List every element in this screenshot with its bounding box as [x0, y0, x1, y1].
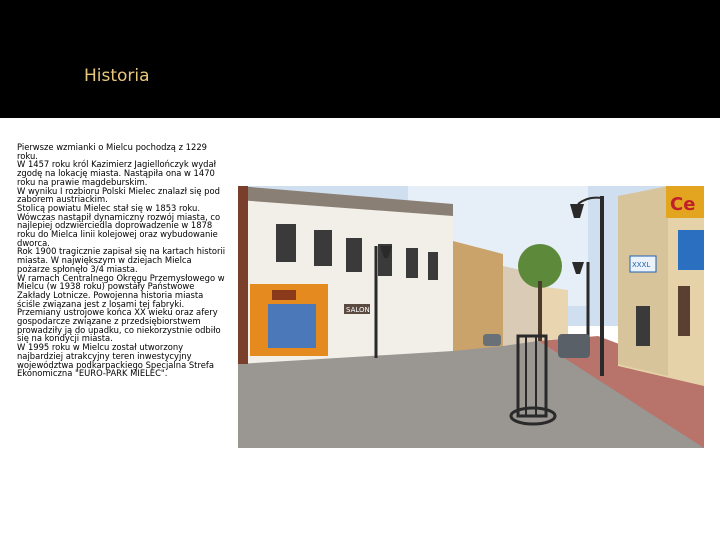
paragraph: Rok 1900 tragicznie zapisał się na kartach historii miasta. W największym w dziejach Mielca pożarze spłonęło 3/4 miasta.	[17, 246, 226, 274]
street-photo	[238, 186, 704, 448]
title-band	[0, 0, 720, 118]
sign-shop-right: XXXL	[632, 261, 651, 269]
shop-sign-mid: SALON	[346, 306, 370, 314]
sign-right-top: Ce	[670, 194, 696, 215]
paragraph: W wyniku I rozbioru Polski Mielec znalazł się pod zaborem austriackim.	[17, 185, 220, 205]
paragraph: Wówczas nastąpił dynamiczny rozwój miasta, co najlepiej odzwierciedla doprowadzenie w 1878 roku do Mielca linii kolejowej oraz wybudowanie dworca.	[17, 211, 221, 248]
slide-title: Historia	[84, 66, 150, 86]
paragraph: Stolicą powiatu Mielec stał się w 1853 roku.	[17, 202, 200, 213]
paragraph: W ramach Centralnego Okręgu Przemysłowego w Mielcu (w 1938 roku) powstały Państwowe Zakłady Lotnicze. Powojenna historia miasta ściśle związana jest z losami tej fabryki. Przemiany ustrojowe końca XX wieku oraz afery gospodarcze związane z przedsiębiorstwem prowadziły ją do upadku, co niekorzystnie odbiło się na kondycji miasta.	[17, 272, 225, 344]
paragraph: W 1457 roku król Kazimierz Jagiellończyk wydał zgodę na lokację miasta. Nastąpiła ona w 1470 roku na prawie magdeburskim.	[17, 159, 217, 187]
paragraph: Pierwsze wzmianki o Mielcu pochodzą z 1229 roku.	[17, 142, 207, 161]
paragraph: W 1995 roku w Mielcu został utworzony najbardziej atrakcyjny teren inwestycyjny województwa podkarpackiego Specjalna Strefa Ekonomiczna "EURO-PARK MIELEC".	[17, 342, 214, 379]
history-text	[17, 143, 227, 378]
